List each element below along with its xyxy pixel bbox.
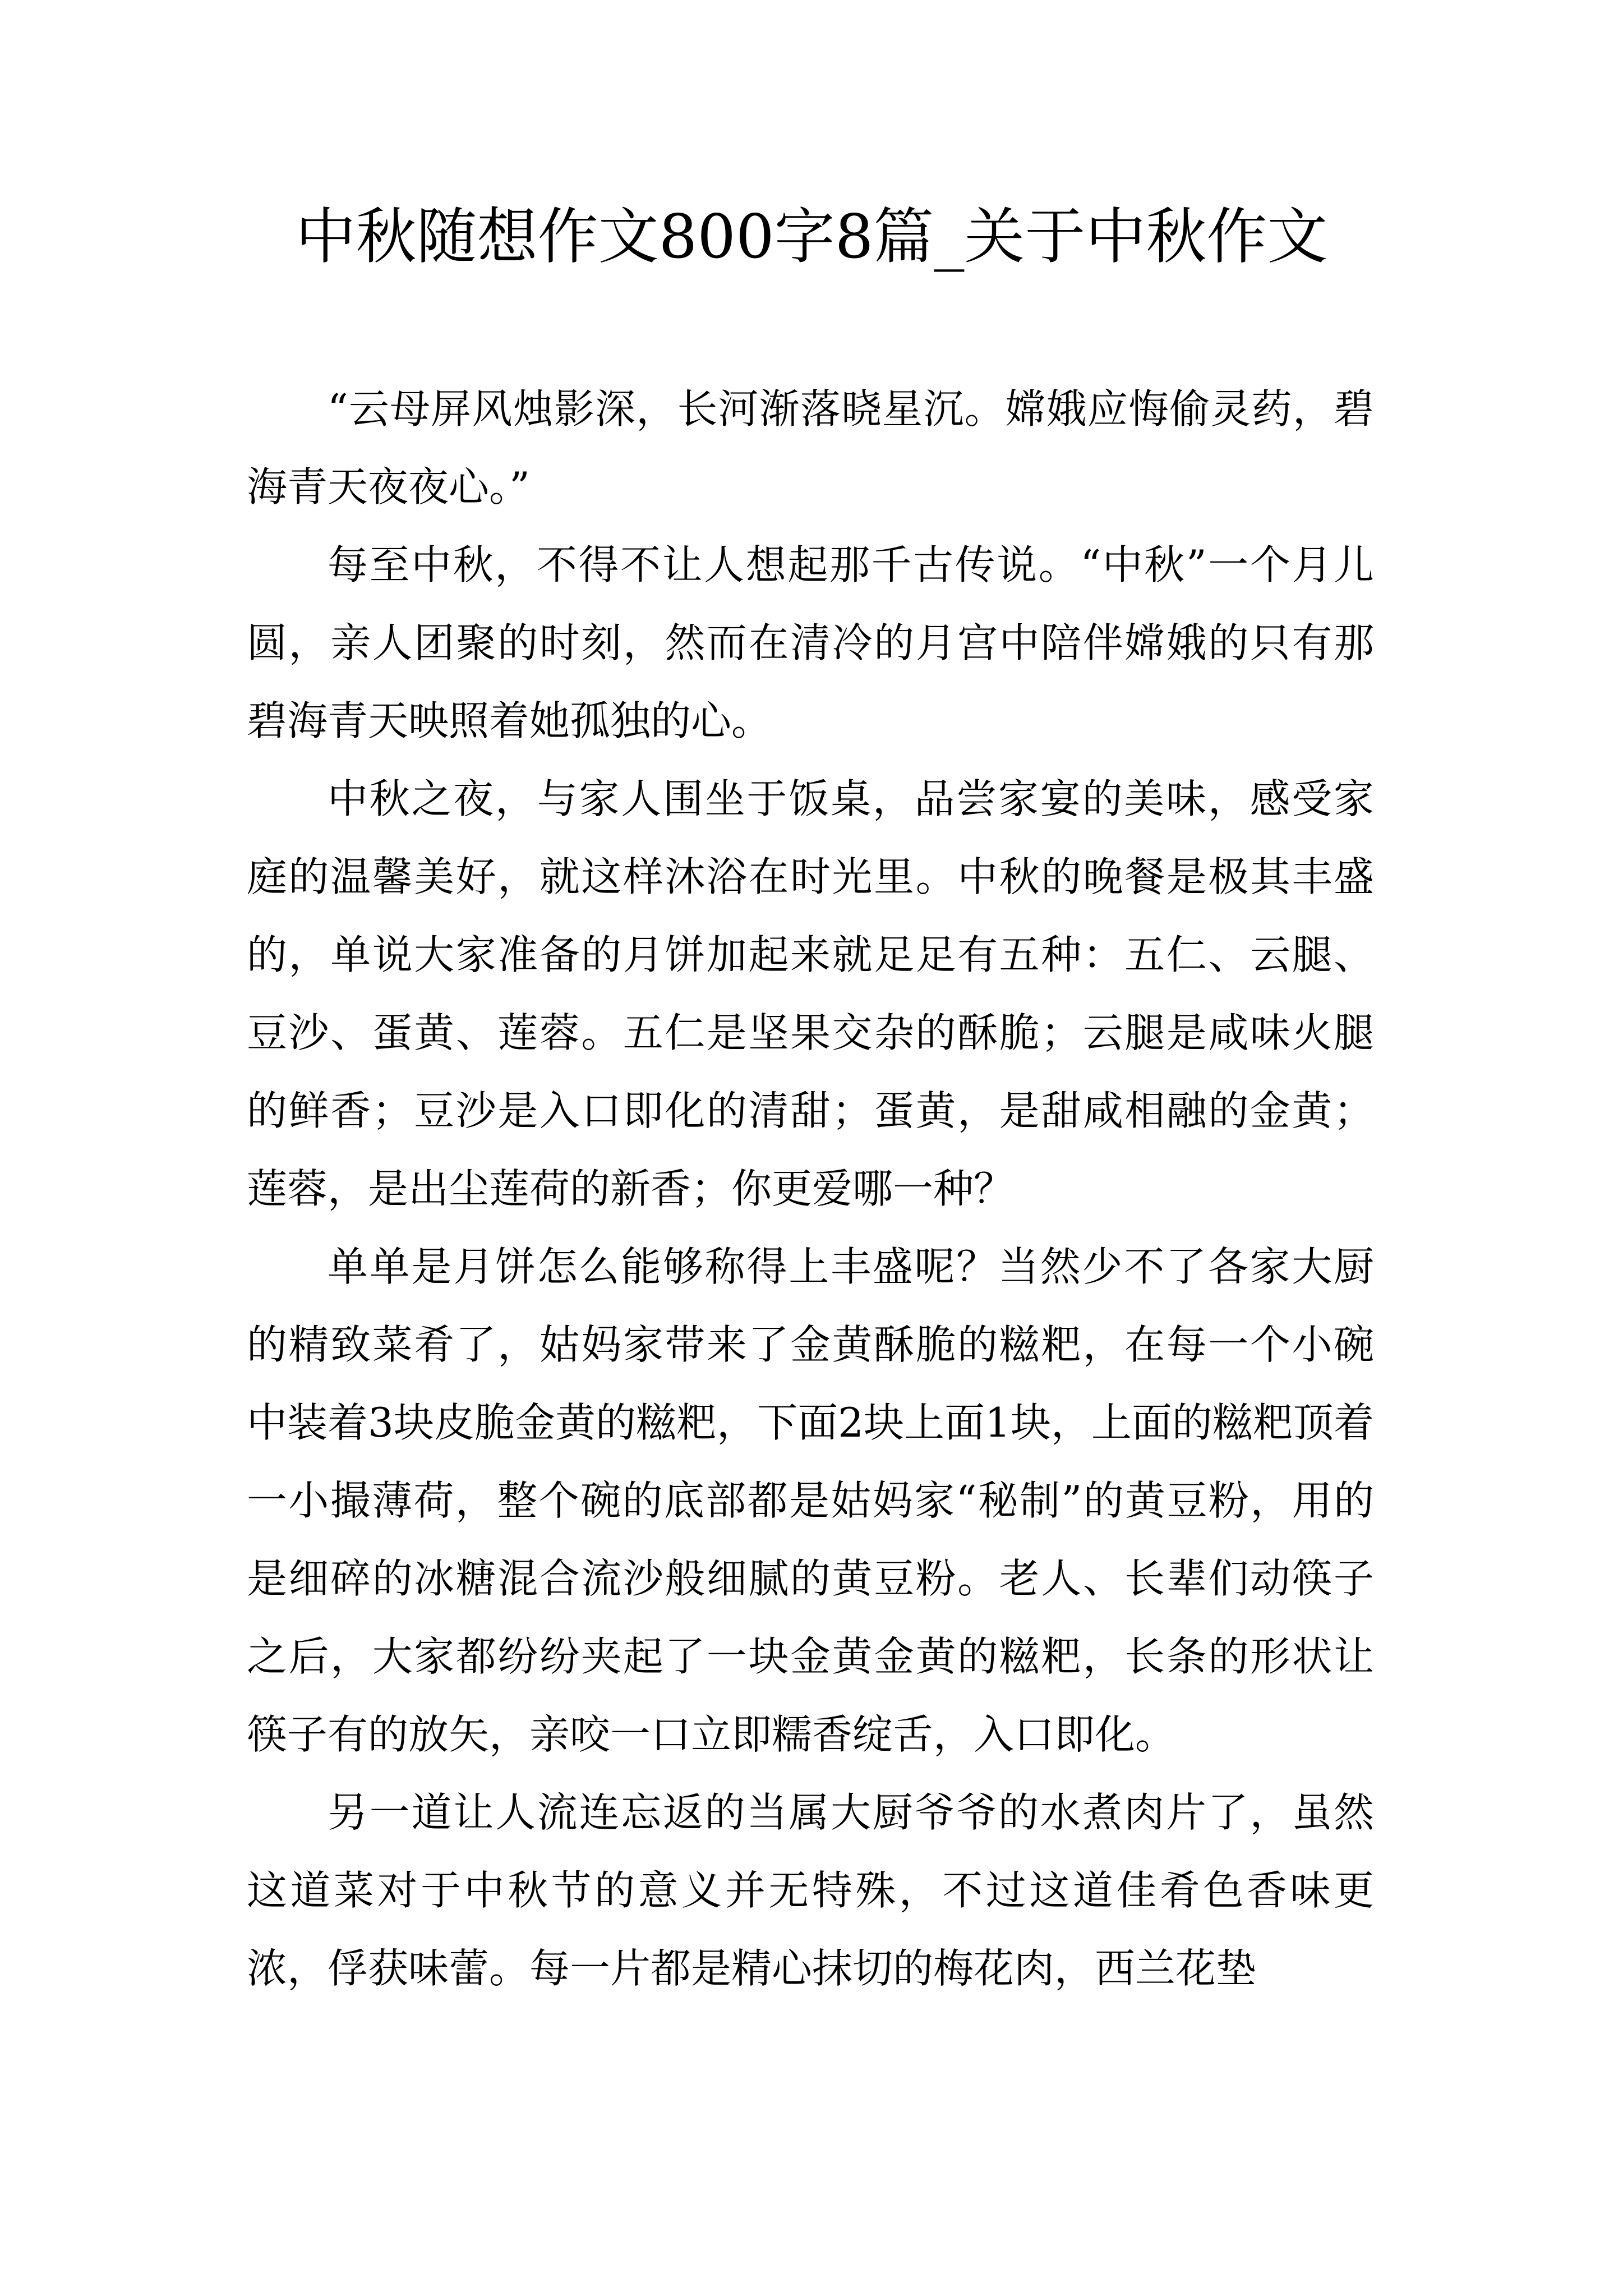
document-body [247, 370, 1374, 2008]
paragraph: “云母屏风烛影深，长河渐落晓星沉。嫦娥应悔偷灵药，碧海青天夜夜心。” [247, 385, 1374, 510]
paragraph: 每至中秋，不得不让人想起那千古传说。“中秋”一个月儿圆，亲人团聚的时刻，然而在清冷的月宫中陪伴嫦娥的只有那碧海青天映照着她孤独的心。 [247, 541, 1374, 744]
document-title: 中秋随想作文800字8篇_关于中秋作文 [295, 202, 1328, 272]
paragraph: 单单是月饼怎么能够称得上丰盛呢？当然少不了各家大厨的精致菜肴了，姑妈家带来了金黄酥脆的糍粑，在每一个小碗中装着3块皮脆金黄的糍粑，下面2块上面1块，上面的糍粑顶着一小撮薄荷，整个碗的底部都是姑妈家“秘制”的黄豆粉，用的是细碎的冰糖混合流沙般细腻的黄豆粉。老人、长辈们动筷子之后，大家都纷纷夹起了一块金黄金黄的糍粑，长条的形状让筷子有的放矢，亲咬一口立即糯香绽舌，入口即化。 [247, 1243, 1374, 1758]
paragraph: 另一道让人流连忘返的当属大厨爷爷的水煮肉片了，虽然这道菜对于中秋节的意义并无特殊，不过这道佳肴色香味更浓，俘获味蕾。每一片都是精心抹切的梅花肉，西兰花垫 [247, 1789, 1374, 1992]
paragraph: 中秋之夜，与家人围坐于饭桌，品尝家宴的美味，感受家庭的温馨美好，就这样沐浴在时光里。中秋的晚餐是极其丰盛的，单说大家准备的月饼加起来就足足有五种：五仁、云腿、豆沙、蛋黄、莲蓉。五仁是坚果交杂的酥脆；云腿是咸味火腿的鲜香；豆沙是入口即化的清甜；蛋黄，是甜咸相融的金黄；莲蓉，是出尘莲荷的新香；你更爱哪一种？ [247, 775, 1374, 1212]
